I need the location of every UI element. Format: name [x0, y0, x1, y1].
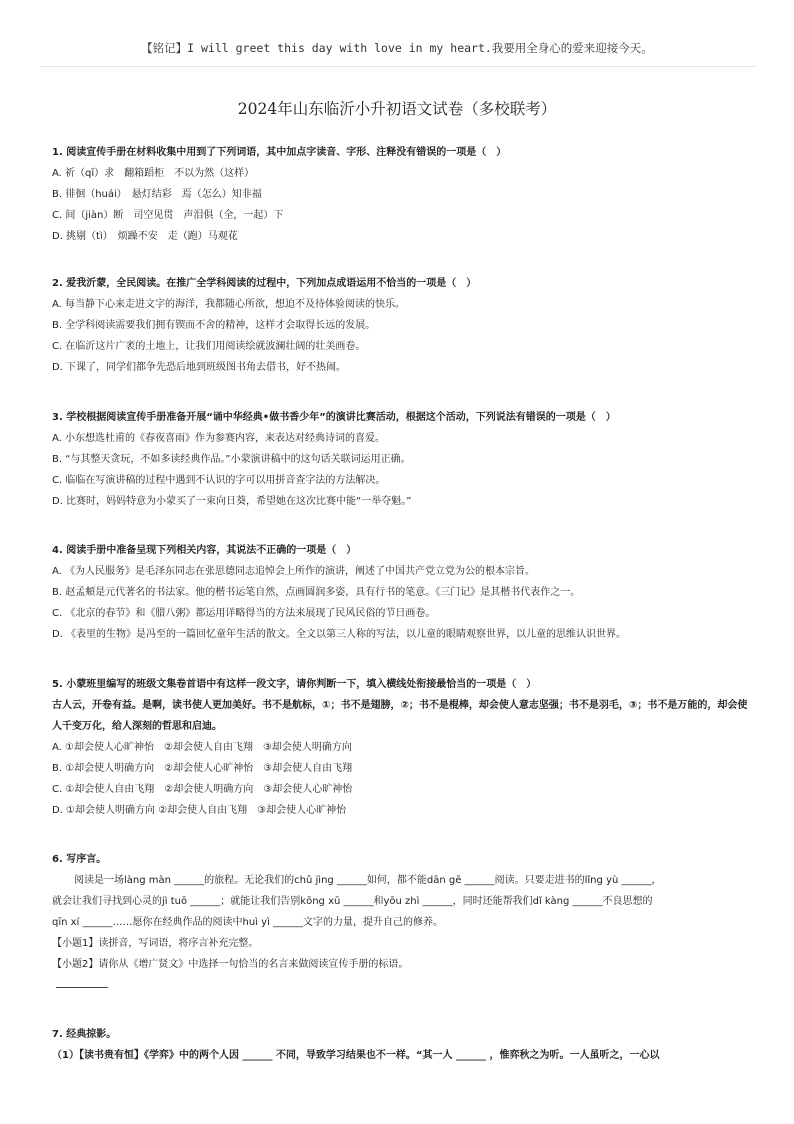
option-c: C. ①却会使人自由飞翔 ②却会使人明确方向 ③却会使人心旷神怡: [52, 784, 353, 795]
question-4: [52, 540, 752, 645]
option-a: A. 祈（qī）求 翻箱蹈柜 不以为然（这样）: [52, 168, 255, 179]
question-stem: 5. 小蒙班里编写的班级文集卷首语中有这样一段文字，请你判断一下，填入横线处衔接最恰当的一项是（ ）: [52, 679, 537, 690]
page-motto: 【铭记】I will greet this day with love in my heart.我要用全身心的爱来迎接今天。: [141, 41, 653, 55]
option-c: C. 间（jiàn）断 司空见贯 声泪俱（全，一起）下: [52, 210, 284, 221]
option-a: A. 小东想选杜甫的《春夜喜雨》作为参赛内容，来表达对经典诗词的喜爱。: [52, 433, 386, 444]
option-b: B. 赵孟頫是元代著名的书法家。他的楷书运笔自然，点画圆润多姿，具有行书的笔意。《三门记》是其楷书代表作之一。: [52, 587, 581, 598]
question-passage: 古人云，开卷有益。是啊，读书使人更加美好。书不是航标，①；书不是翅膀，②；书不是棍棒，却会使人意志坚强；书不是羽毛，③；书不是万能的，却会使人千变万化，给人深刻的哲思和启迪。: [52, 700, 748, 732]
passage-line: 就会让我们寻找到心灵的jì tuō ______；就能让我们告别kōng xū ______和yōu zhì ______，同时还能帮我们dǐ kàng ______不良思想的: [52, 896, 653, 907]
question-stem: 4. 阅读手册中准备呈现下列相关内容，其说法不正确的一项是（ ）: [52, 545, 357, 556]
sub-question-1: 【小题1】读拼音，写词语，将序言补充完整。: [52, 938, 259, 949]
question-3: [52, 407, 752, 512]
option-d: D. 挑剔（tì） 烦躁不安 走（跑）马观花: [52, 231, 238, 242]
question-stem: 2. 爱我沂蒙，全民阅读。在推广全学科阅读的过程中，下列加点成语运用不恰当的一项是（ ）: [52, 278, 477, 289]
passage-line: qīn xí ______……愿你在经典作品的阅读中huì yì ______文字的力量，提升自己的修养。: [52, 917, 444, 928]
option-b: B. 徘徊（huái） 悬灯结彩 焉（怎么）知非福: [52, 189, 262, 200]
question-stem: 6. 写序言。: [52, 854, 107, 865]
question-6: [52, 849, 752, 996]
option-d: D. 比赛时，妈妈特意为小蒙买了一束向日葵，希望她在这次比赛中能“一举夺魁。”: [52, 496, 412, 507]
option-d: D. ①却会使人明确方向 ②却会使人自由飞翔 ③却会使人心旷神怡: [52, 805, 347, 816]
page-title: 2024年山东临沂小升初语文试卷（多校联考）: [237, 100, 557, 118]
header-divider: [40, 66, 756, 67]
option-b: B. 全学科阅读需要我们拥有锲而不舍的精神，这样才会取得长远的发展。: [52, 320, 376, 331]
question-5: [52, 674, 752, 821]
question-7: [52, 1024, 752, 1066]
answer-blank: [52, 975, 752, 996]
option-b: B. “与其整天贪玩，不如多读经典作品。”小蒙演讲稿中的这句话关联词运用正确。: [52, 454, 411, 465]
question-2: [52, 273, 752, 378]
question-stem: 1. 阅读宣传手册在材料收集中用到了下列词语，其中加点字读音、字形、注释没有错误的一项是（ ）: [52, 147, 507, 158]
option-a: A. 每当静下心来走进文字的海洋，我都随心所欲，想迫不及待体验阅读的快乐。: [52, 299, 406, 310]
question-stem: 3. 学校根据阅读宣传手册准备开展“诵中华经典•做书香少年”的演讲比赛活动，根据这个活动，下列说法有错误的一项是（ ）: [52, 412, 616, 423]
option-d: D. 《表里的生物》是冯至的一篇回忆童年生活的散文。全文以第三人称的写法，以儿童的眼睛观察世界，以儿童的思维认识世界。: [52, 629, 627, 640]
option-b: B. ①却会使人明确方向 ②却会使人心旷神怡 ③却会使人自由飞翔: [52, 763, 353, 774]
option-c: C. 在临沂这片广袤的土地上，让我们用阅读绘就波澜壮阔的壮美画卷。: [52, 341, 366, 352]
question-stem: 7. 经典掠影。: [52, 1029, 117, 1040]
question-line: （1）【读书贵有恒】《学弈》中的两个人因 ______ 不同，导致学习结果也不一样。“其一人 ______ ，惟弈秋之为听。一人虽听之，一心以: [52, 1050, 660, 1061]
option-c: C. 临临在写演讲稿的过程中遇到不认识的字可以用拼音查字法的方法解决。: [52, 475, 386, 486]
option-d: D. 下课了，同学们都争先恐后地到班级图书角去借书，好不热闹。: [52, 362, 347, 373]
sub-question-2: 【小题2】请你从《增广贤文》中选择一句恰当的名言来做阅读宣传手册的标语。: [52, 959, 409, 970]
option-a: A. ①却会使人心旷神怡 ②却会使人自由飞翔 ③却会使人明确方向: [52, 742, 352, 753]
question-1: [52, 142, 752, 247]
option-c: C. 《北京的春节》和《腊八粥》都运用详略得当的方法来展现了民风民俗的节日画卷。: [52, 608, 436, 619]
passage-line: 阅读是一场làng màn ______的旅程。无论我们的chǔ jìng ______如何，都不能dān gē ______阅读。只要走进书的lǐng yù ______，: [74, 875, 662, 886]
option-a: A. 《为人民服务》是毛泽东同志在张思德同志追悼会上所作的演讲，阐述了中国共产党立党为公的根本宗旨。: [52, 566, 536, 577]
